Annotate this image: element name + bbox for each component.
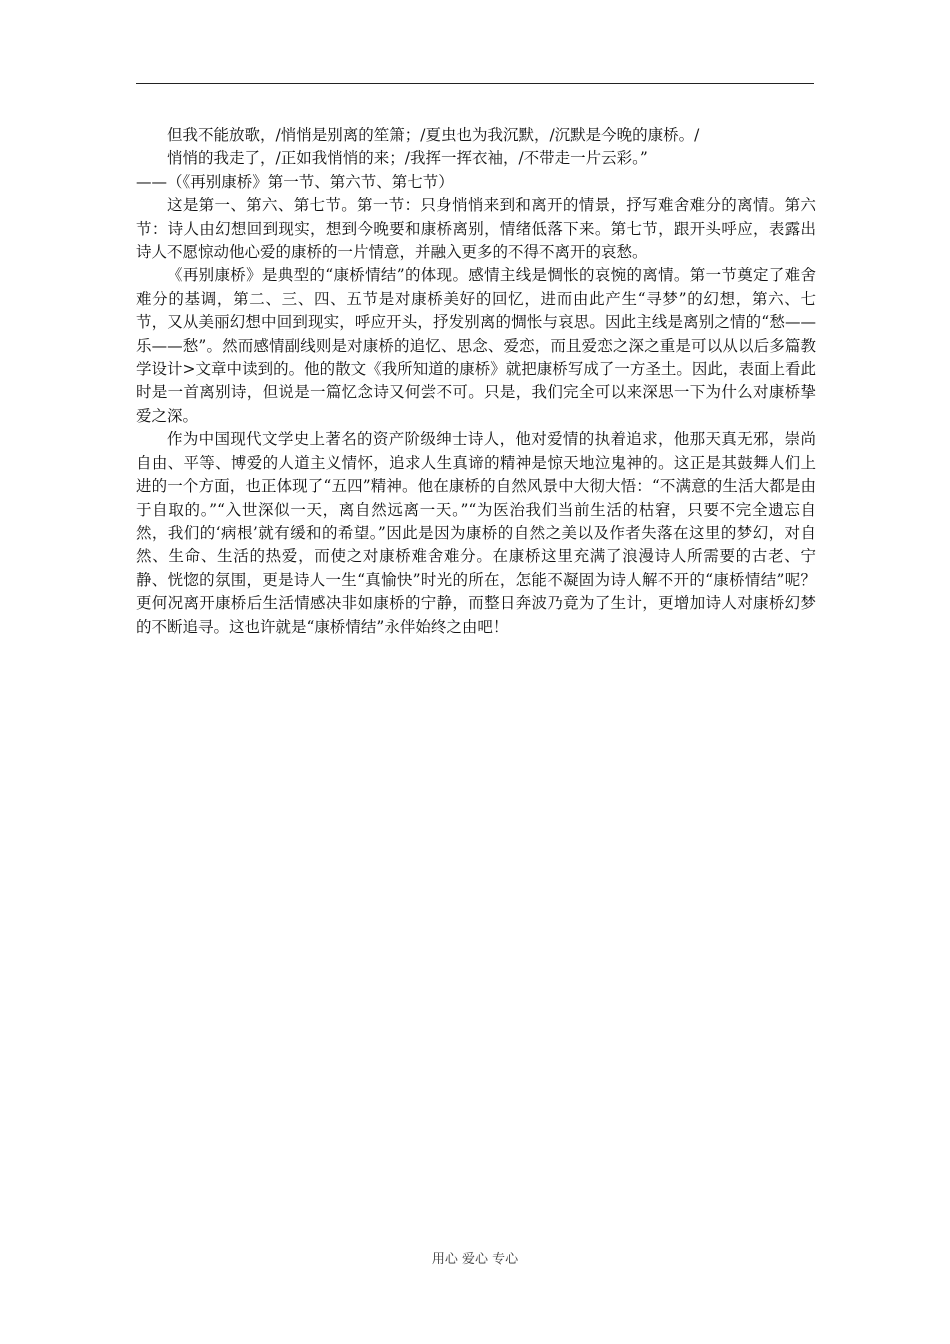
paragraph: 这是第一、第六、第七节。第一节：只身悄悄来到和离开的情景，抒写难舍难分的离情。第六节：诗人由幻想回到现实，想到今晚要和康桥离别，情绪低落下来。第七节，跟开头呼应，表露出诗人不愿惊动他心爱的康桥的一片情意，并融入更多的不得不离开的哀愁。 — [136, 196, 816, 262]
paragraph: 《再别康桥》是典型的“康桥情结”的体现。感情主线是惆怅的哀惋的离情。第一节奠定了难舍难分的基调，第二、三、四、五节是对康桥美好的回忆，进而由此产生“寻梦”的幻想，第六、七节，又从美丽幻想中回到现实，呼应开头，抒发别离的惆怅与哀思。因此主线是离别之情的“愁——乐——愁”。然而感情副线则是对康桥的追忆、思念、爱恋，而且爱恋之深之重是可以从以后多篇教学设计>文章中读到的。他的散文《我所知道的康桥》就把康桥写成了一方圣土。因此，表面上看此时是一首离别诗，但说是一篇忆念诗又何尝不可。只是，我们完全可以来深思一下为什么对康桥挚爱之深。 — [136, 266, 816, 425]
document-body — [136, 124, 816, 639]
poem-line: 但我不能放歌，/悄悄是别离的笙箫；/夏虫也为我沉默，/沉默是今晚的康桥。/ — [167, 126, 700, 144]
paragraph: 作为中国现代文学史上著名的资产阶级绅士诗人，他对爱情的执着追求，他那天真无邪，崇尚自由、平等、博爱的人道主义情怀，追求人生真谛的精神是惊天地泣鬼神的。这正是其鼓舞人们上进的一个方面，也正体现了“五四”精神。他在康桥的自然风景中大彻大悟：“不满意的生活大都是由于自取的。”“入世深似一天，离自然远离一天。”“为医治我们当前生活的枯窘，只要不完全遗忘自然，我们的‘病根’就有缓和的希望。”因此是因为康桥的自然之美以及作者失落在这里的梦幻，对自然、生命、生活的热爱，而使之对康桥难舍难分。在康桥这里充满了浪漫诗人所需要的古老、宁静、恍惚的氛围，更是诗人一生“真愉快”时光的所在，怎能不凝固为诗人解不开的“康桥情结”呢？更何况离开康桥后生活情感决非如康桥的宁静，而整日奔波乃竟为了生计，更增加诗人对康桥幻梦的不断追寻。这也许就是“康桥情结”永伴始终之由吧！ — [136, 430, 816, 636]
page-footer: 用心 爱心 专心 — [431, 1252, 519, 1267]
poem-citation: ——（《再别康桥》第一节、第六节、第七节） — [136, 172, 454, 191]
header-rule — [136, 83, 814, 84]
poem-line: 悄悄的我走了，/正如我悄悄的来；/我挥一挥衣袖，/不带走一片云彩。” — [167, 149, 648, 168]
